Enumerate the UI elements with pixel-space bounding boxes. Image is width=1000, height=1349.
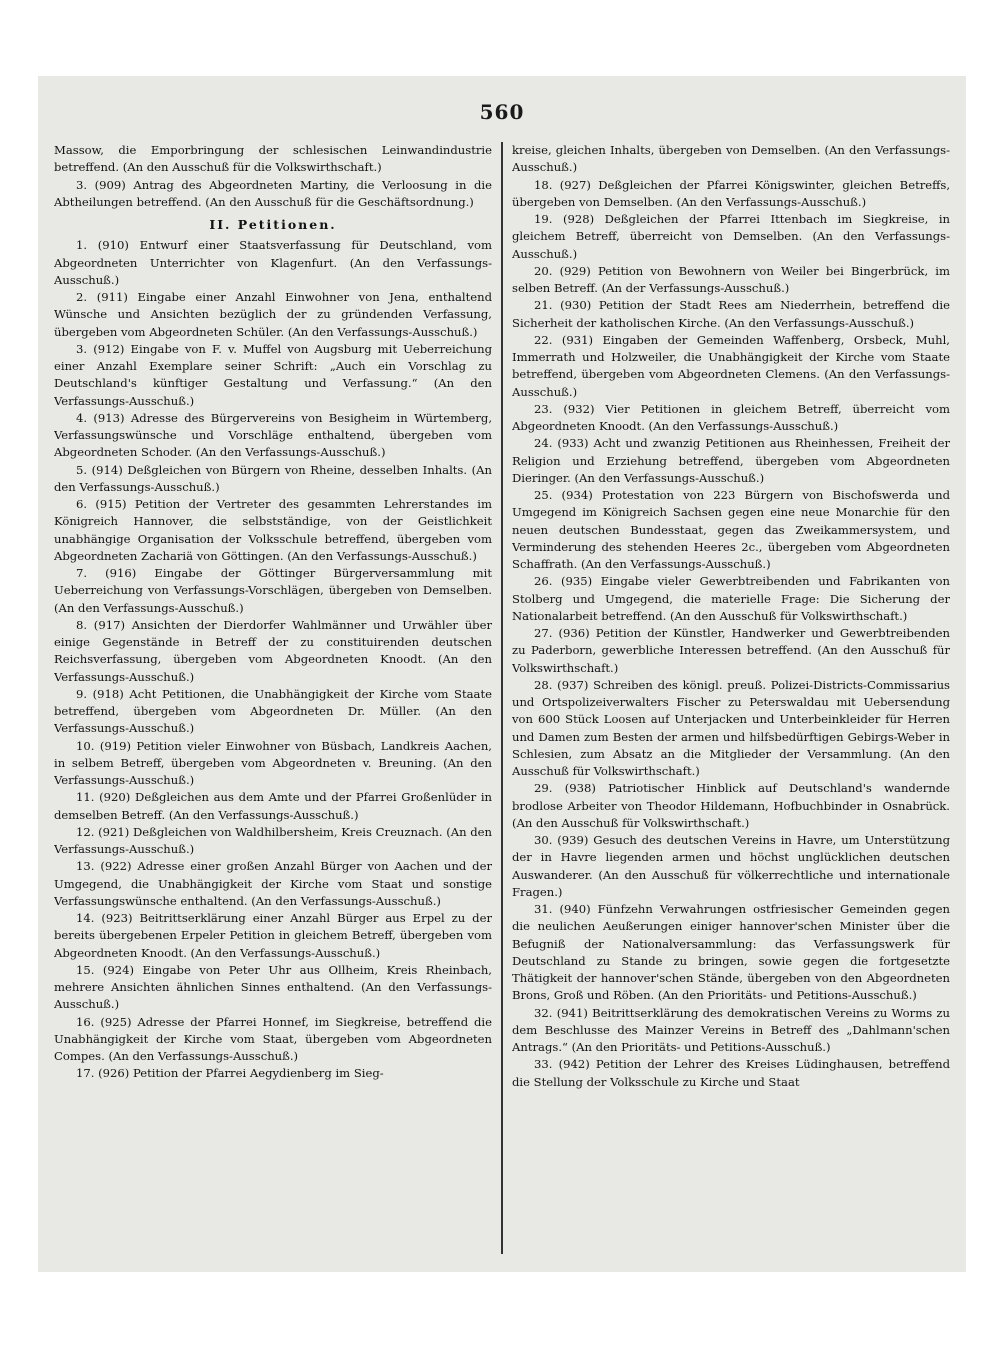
section-heading: II. Petitionen.: [209, 217, 337, 232]
petition-entry: 33. (942) Petition der Lehrer des Kreises Lüdinghausen, betreffend die Stellung der Volksschule zu Kirche und Staat: [512, 1057, 950, 1089]
petition-entry: 6. (915) Petition der Vertreter des gesammten Lehrerstandes im Königreich Hannover, die selbstständige, von der Geistlichkeit unabhängige Organisation der Volksschule betreffend, übergeben vom Abgeordneten Zachariä von Göttingen. (An den Verfassungs-Ausschuß.): [54, 497, 492, 563]
petition-entry: 16. (925) Adresse der Pfarrei Honnef, im Siegkreise, betreffend die Unabhängigkeit der Kirche vom Staat, übergeben vom Abgeordneten Compes. (An den Verfassungs-Ausschuß.): [54, 1014, 492, 1063]
petition-entry: 11. (920) Deßgleichen aus dem Amte und der Pfarrei Großenlüder in demselben Betreff. (An den Verfassungs-Ausschuß.): [54, 790, 492, 822]
intro-paragraph: 3. (909) Antrag des Abgeordneten Martiny, die Verloosung in die Abtheilungen betreffend. (An den Ausschuß für die Geschäftsordnung.): [54, 177, 492, 209]
petition-entry: 5. (914) Deßgleichen von Bürgern von Rheine, desselben Inhalts. (An den Verfassungs-Ausschuß.): [54, 462, 492, 494]
petition-entry: 14. (923) Beitrittserklärung einer Anzahl Bürger aus Erpel zu der bereits übergebenen Erpeler Petition in gleichem Betreff, übergeben vom Abgeordneten Knoodt. (An den Verfassungs-Ausschuß.): [54, 911, 492, 960]
intro-paragraph: Massow, die Emporbringung der schlesischen Leinwandindustrie betreffend. (An den Ausschuß für die Volkswirthschaft.): [54, 143, 492, 175]
petition-entry: 22. (931) Eingaben der Gemeinden Waffenberg, Orsbeck, Muhl, Immerrath und Holzweiler, die Unabhängigkeit der Kirche vom Staate betreffend, übergeben vom Abgeordneten Clemens. (An den Verfassungs-Ausschuß.): [512, 332, 950, 399]
petition-entry: 28. (937) Schreiben des königl. preuß. Polizei-Districts-Commissarius und Ortspolizeiverwalters Fischer zu Peterswaldau mit Uebersendung von 600 Stück Loosen auf Unterjacken und Unterbeinkleider für Herren und Damen zum Besten der armen und hilfsbedürftigen Gebirgs-Weber in Schlesien, zum Absatz an die Mitglieder der Versammlung. (An den Ausschuß für Volkswirthschaft.): [512, 677, 950, 778]
petition-entry: 31. (940) Fünfzehn Verwahrungen ostfriesischer Gemeinden gegen die neulichen Aeußerungen einiger hannover'schen Minister über die Befugniß der Nationalversammlung: das Verfassungswerk für Deutschland zu Stande zu bringen, sowie gegen die fortgesetzte Thätigkeit der hannover'schen Stände, übergeben von den Abgeordneten Brons, Groß und Röben. (An den Prioritäts- und Petitions-Ausschuß.): [512, 902, 950, 1003]
petition-entry: 4. (913) Adresse des Bürgervereins von Besigheim in Würtemberg, Verfassungswünsche und Vorschläge enthaltend, übergeben vom Abgeordneten Schoder. (An den Verfassungs-Ausschuß.): [54, 410, 492, 460]
petition-entry: 25. (934) Protestation von 223 Bürgern von Bischofswerda und Umgegend im Königreich Sachsen gegen eine neue Monarchie für den neuen deutschen Bundesstaat, gegen das Zweikammersystem, und Verminderung des stehenden Heeres 2c., übergeben vom Abgeordneten Schaffrath. (An den Verfassungs-Ausschuß.): [512, 488, 950, 571]
petition-entry: 2. (911) Eingabe einer Anzahl Einwohner von Jena, enthaltend Wünsche und Ansichten bezüglich der zu gründenden Verfassung, übergeben vom Abgeordneten Schüler. (An den Verfassungs-Ausschuß.): [54, 290, 492, 339]
left-column: [54, 142, 492, 1258]
petition-entry: 13. (922) Adresse einer großen Anzahl Bürger von Aachen und der Umgegend, die Unabhängigkeit der Kirche vom Staat und sonstige Verfassungswünsche enthaltend. (An den Verfassungs-Ausschuß.): [54, 859, 492, 908]
petition-entry: 30. (939) Gesuch des deutschen Vereins in Havre, um Unterstützung der in Havre liegenden armen und höchst unglücklichen deutschen Auswanderer. (An den Ausschuß für völkerrechtliche und internationale Fragen.): [512, 833, 950, 899]
petition-entry: 8. (917) Ansichten der Dierdorfer Wahlmänner und Urwähler über einige Gegenstände in Betreff der zu constituirenden deutschen Reichsverfassung, übergeben vom Abgeordneten Knoodt. (An den Verfassungs-Ausschuß.): [54, 617, 492, 684]
petition-entry: 12. (921) Deßgleichen von Waldhilbersheim, Kreis Creuznach. (An den Verfassungs-Ausschuß.): [54, 824, 492, 856]
petition-entry: 21. (930) Petition der Stadt Rees am Niederrhein, betreffend die Sicherheit der katholischen Kirche. (An den Verfassungs-Ausschuß.): [512, 298, 950, 330]
continuation-paragraph: kreise, gleichen Inhalts, übergeben von Demselben. (An den Verfassungs-Ausschuß.): [512, 143, 950, 175]
petition-entry: 15. (924) Eingabe von Peter Uhr aus Ollheim, Kreis Rheinbach, mehrere Ansichten ähnlichen Sinnes enthaltend. (An den Verfassungs-Ausschuß.): [54, 962, 492, 1012]
petition-entry: 18. (927) Deßgleichen der Pfarrei Königswinter, gleichen Betreffs, übergeben von Demselben. (An den Verfassungs-Ausschuß.): [512, 177, 950, 209]
petition-entry: 27. (936) Petition der Künstler, Handwerker und Gewerbtreibenden zu Paderborn, gewerbliche Interessen betreffend. (An den Ausschuß für Volkswirthschaft.): [512, 626, 950, 675]
petition-entry: 20. (929) Petition von Bewohnern von Weiler bei Bingerbrück, im selben Betreff. (An der Verfassungs-Ausschuß.): [512, 263, 950, 295]
scanned-page: [38, 76, 966, 1272]
petition-entry: 29. (938) Patriotischer Hinblick auf Deutschland's wandernde brodlose Arbeiter von Theodor Hildemann, Hofbuchbinder in Osnabrück. (An den Ausschuß für Volkswirthschaft.): [512, 781, 950, 830]
petition-entry: 24. (933) Acht und zwanzig Petitionen aus Rheinhessen, Freiheit der Religion und Erziehung betreffend, übergeben vom Abgeordneten Dieringer. (An den Verfassungs-Ausschuß.): [512, 436, 950, 485]
petition-entry: 7. (916) Eingabe der Göttinger Bürgerversammlung mit Ueberreichung von Verfassungs-Vorschlägen, übergeben von Demselben. (An den Verfassungs-Ausschuß.): [54, 566, 492, 615]
petition-entry: 32. (941) Beitrittserklärung des demokratischen Vereins zu Worms zu dem Beschlusse des Mainzer Vereins in Betreff des „Dahlmann'schen Antrags.“ (An den Prioritäts- und Petitions-Ausschuß.): [512, 1005, 950, 1054]
petition-entry: 26. (935) Eingabe vieler Gewerbtreibenden und Fabrikanten von Stolberg und Umgegend, die materielle Frage: Die Sicherung der Nationalarbeit betreffend. (An den Ausschuß für Volkswirthschaft.): [512, 574, 950, 623]
petition-entry: 10. (919) Petition vieler Einwohner von Büsbach, Landkreis Aachen, in selbem Betreff, übergeben vom Abgeordneten v. Breuning. (An den Verfassungs-Ausschuß.): [54, 738, 492, 787]
petition-entry: 1. (910) Entwurf einer Staatsverfassung für Deutschland, vom Abgeordneten Unterrichter von Klagenfurt. (An den Verfassungs-Ausschuß.): [54, 238, 492, 287]
right-column: [512, 142, 950, 1258]
column-divider: [501, 142, 503, 1254]
page-number: 560: [479, 100, 525, 124]
petition-entry: 9. (918) Acht Petitionen, die Unabhängigkeit der Kirche vom Staate betreffend, übergeben vom Abgeordneten Dr. Müller. (An den Verfassungs-Ausschuß.): [54, 686, 492, 736]
petition-entry: 23. (932) Vier Petitionen in gleichem Betreff, überreicht vom Abgeordneten Knoodt. (An den Verfassungs-Ausschuß.): [512, 401, 950, 433]
petition-entry: 19. (928) Deßgleichen der Pfarrei Ittenbach im Siegkreise, in gleichem Betreff, überreicht von Demselben. (An den Verfassungs-Ausschuß.): [512, 212, 950, 261]
petition-entry: 17. (926) Petition der Pfarrei Aegydienberg im Sieg-: [76, 1066, 384, 1081]
petition-entry: 3. (912) Eingabe von F. v. Muffel von Augsburg mit Ueberreichung einer Anzahl Exemplare seiner Schrift: „Auch ein Vorschlag zu Deutschland's künftiger Gestaltung und Verfassung.“ (An den Verfassungs-Ausschuß.): [54, 341, 492, 408]
